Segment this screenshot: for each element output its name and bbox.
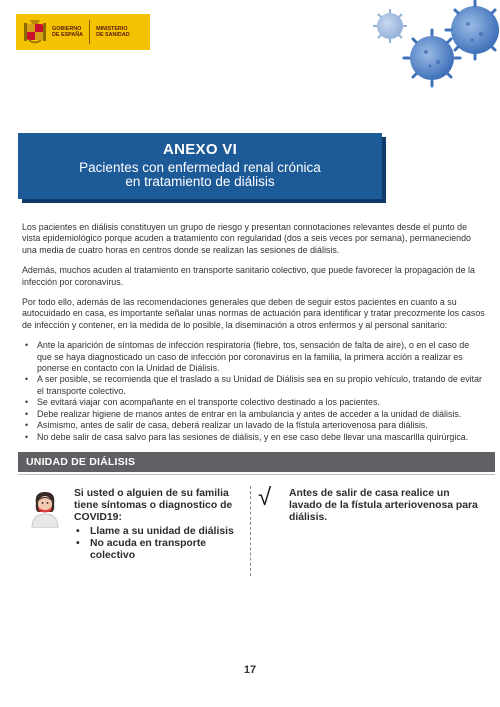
annex-title: ANEXO VI — [162, 141, 238, 158]
list-item: • Se evitará viajar con acompañante en el transporte colectivo destinado a los pacientes. — [22, 397, 485, 408]
list-item: • Ante la aparición de síntomas de infección respiratoria (fiebre, tos, sensación de falta de aire), o en el caso de que se haya diagnosticado un caso de infección por coronavirus en la familia, la primera acción a realizar es ponerse en contacto con la Unidad de Diálisis. — [22, 340, 485, 374]
annex-subtitle: Pacientes con enfermedad renal crónica en tratamiento de diálisis — [79, 160, 321, 189]
government-logo — [16, 14, 150, 50]
list-item: • Llame a su unidad de diálisis — [74, 526, 242, 538]
logo-text-left: GOBIERNO DE ESPAÑA — [52, 25, 84, 38]
paragraph-1: Los pacientes en diálisis constituyen un grupo de riesgo y presentan connotaciones relevantes desde el punto de vista epidemiológico porque acuden a tratamiento con regularidad (dos a seis veces por semana), permaneciendo una media de cuatro horas en centros donde se realizan las sesiones de diálisis. — [22, 222, 471, 255]
body-text — [22, 222, 485, 443]
logo-text-right: MINISTERIO DE SANIDAD — [96, 25, 130, 38]
coronavirus-illustration — [350, 0, 500, 110]
symptoms-box — [74, 488, 242, 562]
list-item: • Debe realizar higiene de manos antes de entrar en la ambulancia y antes de acceder a la unidad de diálisis. — [22, 409, 485, 420]
list-item: • No acuda en transporte colectivo — [74, 538, 242, 562]
logo-divider — [89, 20, 90, 44]
section-header — [18, 452, 495, 472]
section-divider — [18, 474, 495, 475]
page-number: 17 — [243, 664, 257, 676]
section-title: UNIDAD DE DIÁLISIS — [26, 456, 136, 468]
sick-person-icon — [28, 488, 62, 528]
title-banner — [18, 133, 382, 199]
paragraph-3: Por todo ello, además de las recomendaciones generales que deben de seguir estos pacientes en cuanto a su autocuidado en casa, es importante señalar unas normas de actuación para identificar y tratar precozmente los casos de infección y contener, en la medida de lo posible, la diseminación a otros enfermos y al personal sanitario: — [22, 297, 485, 330]
checkmark-icon: √ — [258, 484, 272, 511]
list-item: • No debe salir de casa salvo para las sesiones de diálisis, y en ese caso debe llevar una mascarilla quirúrgica. — [22, 432, 485, 443]
symptoms-text: Si usted o alguien de su familia tiene síntomas o diagnostico de COVID19: — [74, 488, 233, 523]
column-divider — [250, 486, 251, 576]
list-item: • A ser posible, se recomienda que el traslado a su Unidad de Diálisis sea en su propio vehículo, tratando de evitar el transporte colectivo. — [22, 374, 485, 397]
recommendations-list — [22, 340, 485, 443]
symptoms-actions — [74, 526, 242, 562]
coat-of-arms-icon — [24, 18, 46, 46]
list-item: • Asimismo, antes de salir de casa, deberá realizar un lavado de la fístula arteriovenosa para diálisis. — [22, 420, 485, 431]
paragraph-2: Además, muchos acuden al tratamiento en transporte sanitario colectivo, que puede favorecer la propagación de la infección por coronavirus. — [22, 265, 475, 287]
washing-advice: Antes de salir de casa realice un lavado de la fístula arteriovenosa para diálisis. — [289, 488, 478, 523]
